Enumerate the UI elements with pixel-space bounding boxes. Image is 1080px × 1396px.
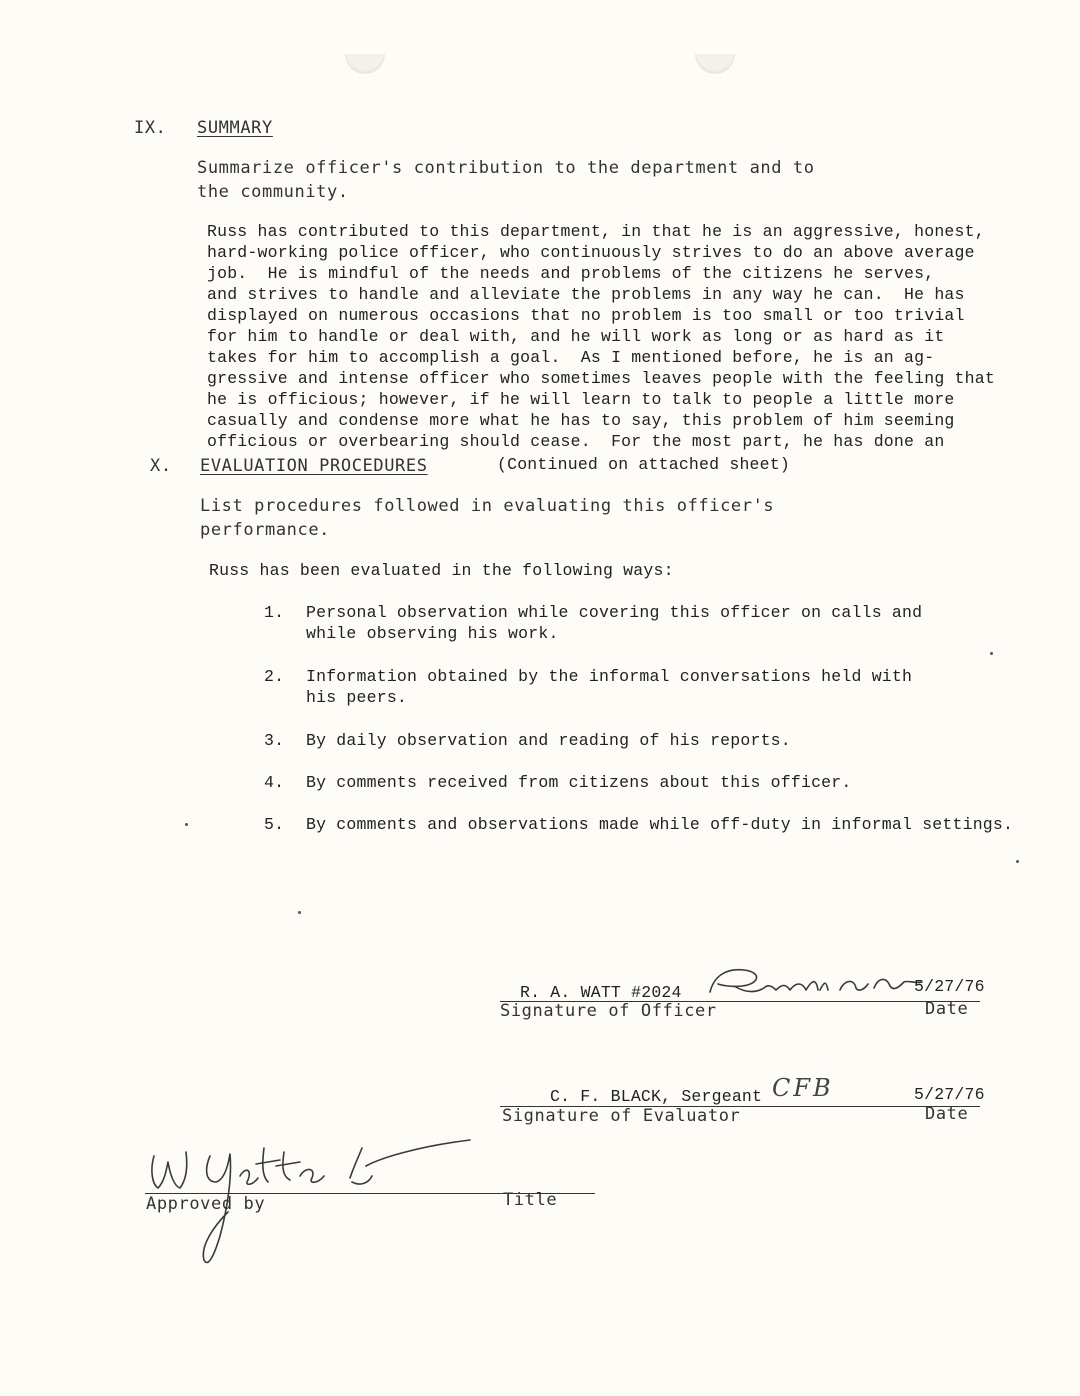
scan-speck — [1016, 860, 1019, 863]
evaluation-prompt: List procedures followed in evaluating this officer's performance. — [200, 496, 775, 540]
section-summary-number: IX. — [134, 118, 167, 138]
scan-speck — [298, 911, 301, 914]
punch-hole-right — [695, 54, 735, 74]
approval-title-label: Title — [503, 1190, 558, 1210]
officer-date-label: Date — [925, 999, 969, 1019]
evaluator-signature-label: Signature of Evaluator — [502, 1106, 741, 1126]
list-item-text: Personal observation while covering this officer on calls and while observing his work. — [306, 603, 923, 643]
evaluator-date-label: Date — [925, 1104, 969, 1124]
list-item-number: 4. — [264, 773, 285, 792]
continued-note: (Continued on attached sheet) — [497, 455, 790, 474]
evaluator-date: 5/27/76 — [914, 1085, 985, 1104]
narrative-line: takes for him to accomplish a goal. As I mentioned before, he is an ag- — [207, 348, 935, 367]
narrative-line: for him to handle or deal with, and he will work as long or as hard as it — [207, 327, 945, 346]
list-item-text: By daily observation and reading of his reports. — [306, 731, 791, 750]
narrative-line: gressive and intense officer who sometimes leaves people with the feeling that — [207, 369, 995, 388]
evaluator-initials: CFB — [772, 1074, 834, 1102]
narrative-line: casually and condense more what he has to say, this problem of him seeming — [207, 411, 955, 430]
officer-name: R. A. WATT #2024 — [520, 983, 682, 1002]
narrative-line: officious or overbearing should cease. For the most part, he has done an — [207, 432, 945, 451]
list-item-text: Information obtained by the informal conversations held with his peers. — [306, 667, 913, 707]
narrative-line: job. He is mindful of the needs and problems of the citizens he serves, — [207, 264, 935, 283]
narrative-line: he is officious; however, if he will learn to talk to people a little more — [207, 390, 955, 409]
officer-date: 5/27/76 — [914, 977, 985, 996]
list-item-text: By comments and observations made while off-duty in informal settings. — [306, 815, 1014, 834]
evaluation-intro: Russ has been evaluated in the following ways: — [209, 561, 674, 580]
list-item-text: By comments received from citizens about this officer. — [306, 773, 852, 792]
narrative-line: Russ has contributed to this department, in that he is an aggressive, honest, — [207, 222, 985, 241]
narrative-line: displayed on numerous occasions that no problem is too small or too trivial — [207, 306, 965, 325]
section-evaluation-title: EVALUATION PROCEDURES — [200, 456, 428, 476]
narrative-line: hard-working police officer, who continuously strives to do an above average — [207, 243, 975, 262]
evaluator-name: C. F. BLACK, Sergeant — [550, 1087, 763, 1106]
approved-by-label: Approved by — [146, 1194, 266, 1214]
summary-prompt: Summarize officer's contribution to the department and to the community. — [197, 158, 815, 202]
list-item-number: 2. — [264, 667, 285, 686]
section-summary-title: SUMMARY — [197, 118, 273, 138]
scan-speck — [990, 652, 993, 655]
list-item-number: 1. — [264, 603, 285, 622]
section-evaluation-number: X. — [150, 456, 172, 476]
list-item-number: 3. — [264, 731, 285, 750]
officer-signature-label: Signature of Officer — [500, 1001, 717, 1021]
narrative-line: and strives to handle and alleviate the problems in any way he can. He has — [207, 285, 965, 304]
scan-speck — [185, 823, 188, 826]
list-item-number: 5. — [264, 815, 285, 834]
officer-handwritten-signature — [704, 962, 934, 1002]
punch-hole-left — [345, 54, 385, 74]
